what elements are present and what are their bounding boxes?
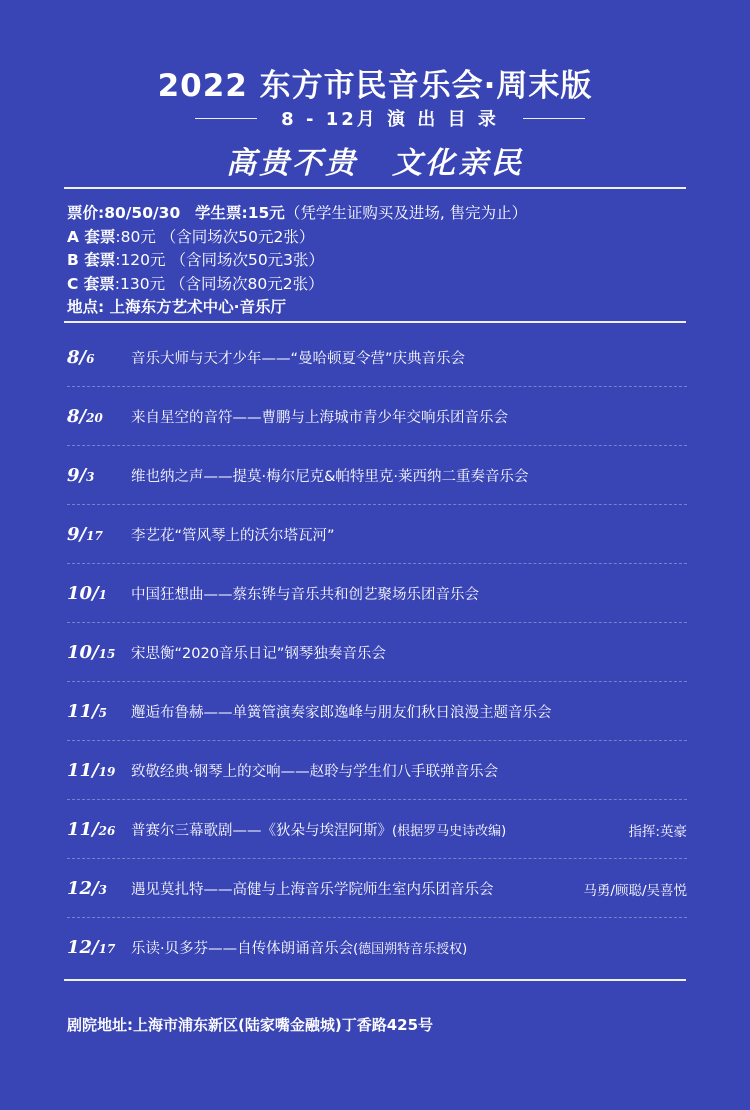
student-value: 15元 [247,204,285,222]
slogan-right: 文化亲民 [392,146,524,181]
list-item [67,328,687,387]
event-extra: 马勇/顾聪/吴喜悦 [583,882,687,899]
event-name: 致敬经典·钢琴上的交响——赵聆与学生们八手联弹音乐会 [131,764,499,780]
event-date: 11/5 [67,701,107,722]
event-name: 音乐大师与天才少年——“曼哈顿夏令营”庆典音乐会 [131,351,466,367]
student-note: （凭学生证购买及进场, 售完为止） [284,204,528,222]
event-name: 邂逅布鲁赫——单簧管演奏家郎逸峰与朋友们秋日浪漫主题音乐会 [131,705,552,721]
event-name: 李艺花“管风琴上的沃尔塔瓦河” [131,528,335,544]
event-date: 9/17 [67,524,103,545]
event-name: 乐读·贝多芬——自传体朗诵音乐会(德国朔特音乐授权) [131,941,468,957]
price-row [67,202,687,226]
list-item [67,741,687,800]
event-date: 12/17 [67,937,116,958]
event-date: 10/1 [67,583,107,604]
subtitle-line-left [195,118,257,119]
divider-middle [64,321,686,323]
divider-bottom [64,979,686,981]
event-name: 来自星空的音符——曹鹏与上海城市青少年交响乐团音乐会 [131,410,508,426]
package-label: C 套票 [67,274,115,293]
list-item [67,859,687,918]
package-value: :120元 （含同场次50元3张） [115,251,325,269]
event-extra: 指挥:英豪 [628,823,687,840]
subtitle-row [195,106,585,130]
slogan [0,138,750,182]
package-row [67,226,687,250]
divider-top [64,187,686,189]
slogan-left: 高贵不贵 [226,146,358,181]
list-item [67,564,687,623]
subtitle-line-right [523,118,585,119]
venue: 地点: 上海东方艺术中心·音乐厅 [67,298,286,316]
list-item [67,682,687,741]
event-date: 11/19 [67,760,116,781]
event-name: 维也纳之声——提莫·梅尔尼克&帕特里克·莱西纳二重奏音乐会 [131,469,529,485]
package-row [67,273,687,297]
package-value: :80元 （含同场次50元2张） [115,227,315,246]
event-date: 8/6 [67,347,95,368]
list-item [67,505,687,564]
event-date: 8/20 [67,406,103,427]
event-date: 11/26 [67,819,116,840]
event-name: 中国狂想曲——蔡东铧与音乐共和创艺聚场乐团音乐会 [131,587,479,603]
theatre-address: 剧院地址:上海市浦东新区(陆家嘴金融城)丁香路425号 [67,1016,434,1034]
package-label: B 套票 [67,251,116,269]
list-item [67,800,687,859]
list-item [67,623,687,682]
event-date: 10/15 [67,642,116,663]
list-item [67,387,687,446]
event-name: 宋思衡“2020音乐日记”钢琴独奏音乐会 [131,646,386,662]
ticket-info [67,202,687,320]
venue-row [67,296,687,320]
student-label: 学生票: [195,204,248,222]
price-value: 80/50/30 [104,204,181,222]
subtitle: 8 - 12月 演 出 目 录 [281,109,499,130]
event-name: 普赛尔三幕歌剧——《狄朵与埃涅阿斯》(根据罗马史诗改编) [131,823,507,839]
page-title: 2022 东方市民音乐会·周末版 [157,68,593,104]
event-date: 12/3 [67,878,107,899]
price-label: 票价: [67,204,105,222]
list-item [67,918,687,977]
list-item [67,446,687,505]
package-row [67,249,687,273]
package-value: :130元 （含同场次80元2张） [114,274,324,293]
program-list [67,328,687,977]
event-date: 9/3 [67,465,95,486]
package-label: A 套票 [67,227,116,246]
event-name: 遇见莫扎特——高健与上海音乐学院师生室内乐团音乐会 [131,882,494,898]
